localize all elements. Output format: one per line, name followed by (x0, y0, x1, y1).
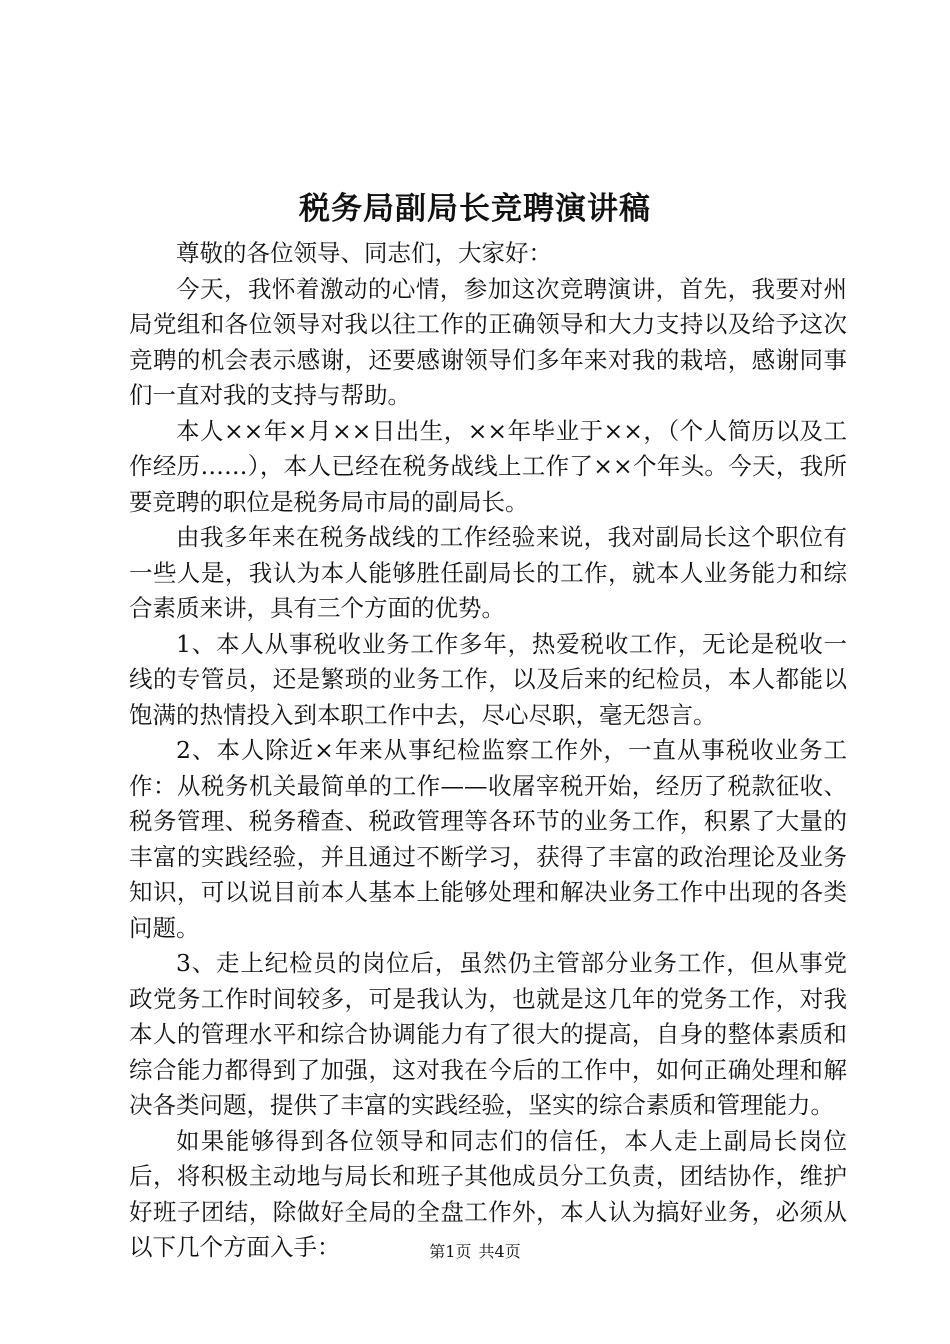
document-body (129, 236, 847, 1266)
paragraph-point-2: 2、本人除近×年来从事纪检监察工作外，一直从事税收业务工作：从税务机关最简单的工作——收屠宰税开始，经历了税款征收、税务管理、税务稽查、税政管理等各环节的业务工作，积累了大量的丰富的实践经验，并且通过不断学习，获得了丰富的政治理论及业务知识，可以说目前本人基本上能够处理和解决业务工作中出现的各类问题。 (129, 736, 847, 942)
paragraph-greeting: 尊敬的各位领导、同志们，大家好： (176, 239, 552, 267)
paragraph-plan: 如果能够得到各位领导和同志们的信任，本人走上副局长岗位后，将积极主动地与局长和班子其他成员分工负责，团结协作，维护好班子团结，除做好全局的全盘工作外，本人认为搞好业务，必须从以下几个方面入手： (129, 1126, 847, 1261)
paragraph-point-3: 3、走上纪检员的岗位后，虽然仍主管部分业务工作，但从事党政党务工作时间较多，可是我认为，也就是这几年的党务工作，对我本人的管理水平和综合协调能力有了很大的提高，自身的整体素质和综合能力都得到了加强，这对我在今后的工作中，如何正确处理和解决各类问题，提供了丰富的实践经验，坚实的综合素质和管理能力。 (129, 949, 847, 1119)
page-number: 第1页 (429, 1242, 472, 1261)
paragraph-point-1: 1、本人从事税收业务工作多年，热爱税收工作，无论是税收一线的专管员，还是繁琐的业务工作，以及后来的纪检员，本人都能以饱满的热情投入到本职工作中去，尽心尽职，毫无怨言。 (129, 629, 847, 729)
paragraph-qualification: 由我多年来在税务战线的工作经验来说，我对副局长这个职位有一些人是，我认为本人能够胜任副局长的工作，就本人业务能力和综合素质来讲，具有三个方面的优势。 (129, 523, 847, 622)
document-title: 税务局副局长竞聘演讲稿 (299, 191, 651, 227)
paragraph-thanks: 今天，我怀着激动的心情，参加这次竞聘演讲，首先，我要对州局党组和各位领导对我以往工作的正确领导和大力支持以及给予这次竞聘的机会表示感谢，还要感谢领导们多年来对我的栽培，感谢同事们一直对我的支持与帮助。 (129, 274, 847, 409)
page-total: 共4页 (478, 1242, 521, 1261)
page-footer (0, 1240, 950, 1264)
paragraph-background: 本人××年×月××日出生，××年毕业于××，（个人简历以及工作经历……），本人已经在税务战线上工作了××个年头。今天，我所要竞聘的职位是税务局市局的副局长。 (129, 416, 847, 516)
